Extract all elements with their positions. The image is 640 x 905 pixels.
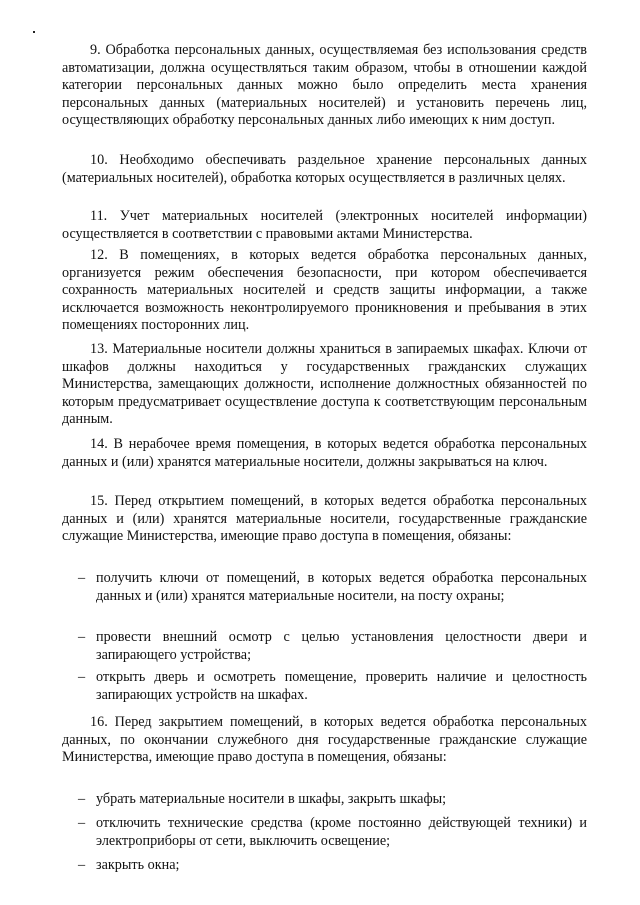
list-item (62, 791, 587, 809)
list-item (62, 669, 587, 704)
list-item-text: открыть дверь и осмотреть помещение, проверить наличие и целостность запирающих устройств на шкафах. (96, 669, 587, 703)
list-item (62, 570, 587, 605)
list-dash: – (78, 815, 86, 831)
list-item (62, 857, 587, 875)
list-dash: – (78, 791, 86, 807)
paragraph-9: 9. Обработка персональных данных, осуществляемая без использования средств автоматизации, должна осуществляться таким образом, чтобы в отношении каждой категории персональных данных можно было определить места хранения персональных данных (материальных носителей) и установить перечень лиц, осуществляющих обработку персональных данных либо имеющих к ним доступ. (62, 42, 587, 129)
list-item (62, 815, 587, 850)
paragraph-14: 14. В нерабочее время помещения, в которых ведется обработка персональных данных и (или) хранятся материальные носители, должны закрываться на ключ. (62, 436, 587, 470)
list-dash: – (78, 570, 86, 586)
paragraph-13: 13. Материальные носители должны храниться в запираемых шкафах. Ключи от шкафов должны находиться у государственных гражданских служащих Министерства, замещающих должности, исполнение должностных обязанностей по которым предусматривает осуществление доступа к соответствующим персональным данным. (62, 341, 587, 428)
paragraph-12: 12. В помещениях, в которых ведется обработка персональных данных, организуется режим обеспечения безопасности, при котором обеспечивается сохранность материальных носителей и средств защиты информации, а также исключается возможность неконтролируемого проникновения и пребывания в этих помещениях посторонних лиц. (62, 247, 587, 334)
list-item-text: закрыть окна; (96, 857, 180, 873)
paragraph-16: 16. Перед закрытием помещений, в которых ведется обработка персональных данных, по окончании служебного дня государственные гражданские служащие Министерства, имеющие право доступа в помещения, обязаны: (62, 714, 587, 766)
list-item-text: провести внешний осмотр с целью установления целостности двери и запирающего устройства; (96, 629, 587, 663)
list-item-text: получить ключи от помещений, в которых ведется обработка персональных данных и (или) хранятся материальные носители, на посту охраны; (96, 570, 587, 604)
paragraph-15: 15. Перед открытием помещений, в которых ведется обработка персональных данных и (или) хранятся материальные носители, государственные гражданские служащие Министерства, имеющие право доступа в помещения, обязаны: (62, 493, 587, 545)
paragraph-10: 10. Необходимо обеспечивать раздельное хранение персональных данных (материальных носителей), обработка которых осуществляется в различных целях. (62, 152, 587, 186)
paragraph-11: 11. Учет материальных носителей (электронных носителей информации) осуществляется в соответствии с правовыми актами Министерства. (62, 208, 587, 242)
list-dash: – (78, 629, 86, 645)
scan-speck (33, 31, 35, 33)
list-dash: – (78, 857, 86, 873)
list-dash: – (78, 669, 86, 685)
list-item-text: отключить технические средства (кроме постоянно действующей техники) и электроприборы от сети, выключить освещение; (96, 815, 587, 849)
list-item-text: убрать материальные носители в шкафы, закрыть шкафы; (96, 791, 447, 807)
list-item (62, 629, 587, 664)
